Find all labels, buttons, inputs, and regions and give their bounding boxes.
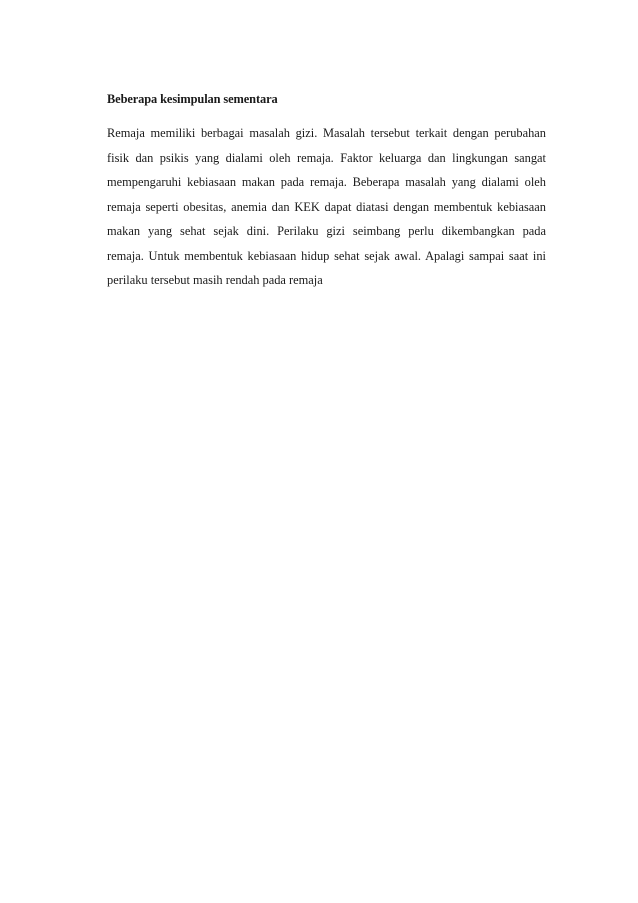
paragraph-line: mempengaruhi kebiasaan makan pada remaja. Beberapa masalah yang dialami oleh (107, 175, 546, 189)
paragraph-line: makan yang sehat sejak dini. Perilaku gizi seimbang perlu dikembangkan pada (107, 224, 546, 238)
page-content (107, 91, 546, 293)
paragraph-line: remaja seperti obesitas, anemia dan KEK dapat diatasi dengan membentuk kebiasaan (107, 199, 546, 214)
paragraph-line: perilaku tersebut masih rendah pada remaja (107, 273, 323, 287)
paragraph-line: Remaja memiliki berbagai masalah gizi. Masalah tersebut terkait dengan perubahan (107, 126, 546, 140)
paragraph-line: remaja. Untuk membentuk kebiasaan hidup sehat sejak awal. Apalagi sampai saat ini (107, 248, 546, 263)
body-paragraph (107, 121, 546, 293)
section-heading: Beberapa kesimpulan sementara (107, 92, 278, 106)
paragraph-line: fisik dan psikis yang dialami oleh remaja. Faktor keluarga dan lingkungan sangat (107, 150, 546, 165)
